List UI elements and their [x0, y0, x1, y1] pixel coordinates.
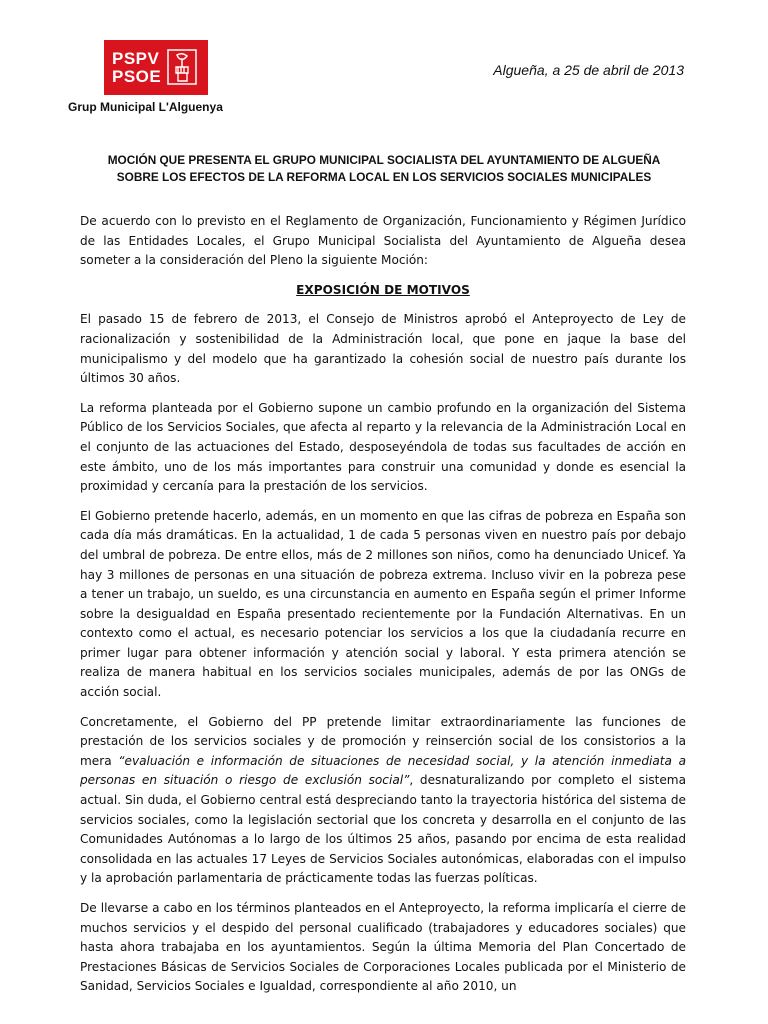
paragraph-3: El Gobierno pretende hacerlo, además, en un momento en que las cifras de pobreza en España son cada día más dramáticas. En la actualidad, 1 de cada 5 personas viven en nuestro país por debajo del umbral de pobreza. De entre ellos, más de 2 millones son niños, como ha denunciado Unicef. Ya hay 3 millones de personas en una situación de pobreza extrema. Incluso vivir en la pobreza pese a tener un trabajo, un sueldo, es una circunstancia en aumento en España según el primer Informe sobre la desigualdad en España presentado recientemente por la Fundación Alternativas. En un contexto como el actual, es necesario potenciar los servicios a los que la ciudadanía recurre en primer lugar para obtener información y atención social y laboral. Y esta primera atención se realiza de manera habitual en los servicios sociales municipales, además de por las ONGs de acción social. [80, 508, 686, 700]
paragraph-1: El pasado 15 de febrero de 2013, el Consejo de Ministros aprobó el Anteproyecto de Ley de racionalización y sostenibilidad de la Administración local, que pone en jaque la base del municipalismo y del modelo que ha garantizado la cohesión social de nuestro país durante los últimos 30 años. [80, 312, 686, 386]
paragraph-2: La reforma planteada por el Gobierno supone un cambio profundo en la organización del Sistema Público de los Servicios Sociales, que afecta al reparto y la relevancia de la Administración Local en el conjunto de las actuaciones del Estado, desposeyéndola de todas sus facultades de acción en este ámbito, uno de los más importantes para construir una comunidad y donde es esencial la proximidad y cercanía para la prestación de los servicios. [80, 400, 686, 494]
paragraph-5: De llevarse a cabo en los términos planteados en el Anteproyecto, la reforma implicaría el cierre de muchos servicios y el despido del personal cualificado (trabajadores y educadores sociales) que hasta ahora trabajaba en los ayuntamientos. Según la última Memoria del Plan Concertado de Prestaciones Básicas de Servicios Sociales de Corporaciones Locales publicada por el Ministerio de Sanidad, Servicios Sociales e Igualdad, correspondiente al año 2010, un [80, 901, 686, 994]
psoe-logo [104, 40, 208, 95]
paragraph-4-quote: “evaluación e información de situaciones de necesidad social, y la atención inmediata a personas en situación o riesgo de exclusión social” [80, 753, 687, 788]
document-title [80, 152, 688, 186]
logo-line-psoe: PSOE [112, 66, 162, 86]
document-body [80, 212, 686, 1007]
intro-paragraph: De acuerdo con lo previsto en el Reglamento de Organización, Funcionamiento y Régimen Jurídico de las Entidades Locales, el Grupo Municipal Socialista del Ayuntamiento de Algueña desea someter a la consideración del Pleno la siguiente Moción: [80, 214, 686, 268]
title-line-2: SOBRE LOS EFECTOS DE LA REFORMA LOCAL EN LOS SERVICIOS SOCIALES MUNICIPALES [116, 170, 652, 184]
paragraph-4-part-2: , desnaturalizando por completo el sistema actual. Sin duda, el Gobierno central está despreciando tanto la trayectoria histórica del sistema de servicios sociales, como la legislación sectorial que los concreta y desarrolla en el conjunto de las Comunidades Autónomas a lo largo de los últimos 25 años, pasando por encima de esta realidad consolidada en las actuales 17 Leyes de Servicios Sociales autonómicas, elaboradas con el impulso y la aprobación parlamentaria de prácticamente todas las fuerzas políticas. [80, 773, 687, 886]
logo-text [104, 50, 161, 86]
paragraph-4 [80, 713, 686, 889]
fist-rose-icon [166, 49, 198, 85]
paragraph-4-part-1: Concretamente, el Gobierno del PP pretende limitar extraordinariamente las funciones de prestación de los servicios sociales y de promoción y reinserción social de los consistorios a la mera [80, 714, 686, 768]
document-date: Algueña, a 25 de abril de 2013 [493, 62, 684, 78]
section-heading: EXPOSICIÓN DE MOTIVOS [296, 282, 470, 297]
group-name: Grup Municipal L'Alguenya [68, 100, 223, 114]
title-line-1: MOCIÓN QUE PRESENTA EL GRUPO MUNICIPAL SOCIALISTA DEL AYUNTAMIENTO DE ALGUEÑA [107, 153, 661, 167]
logo-line-pspv: PSPV [112, 48, 160, 68]
